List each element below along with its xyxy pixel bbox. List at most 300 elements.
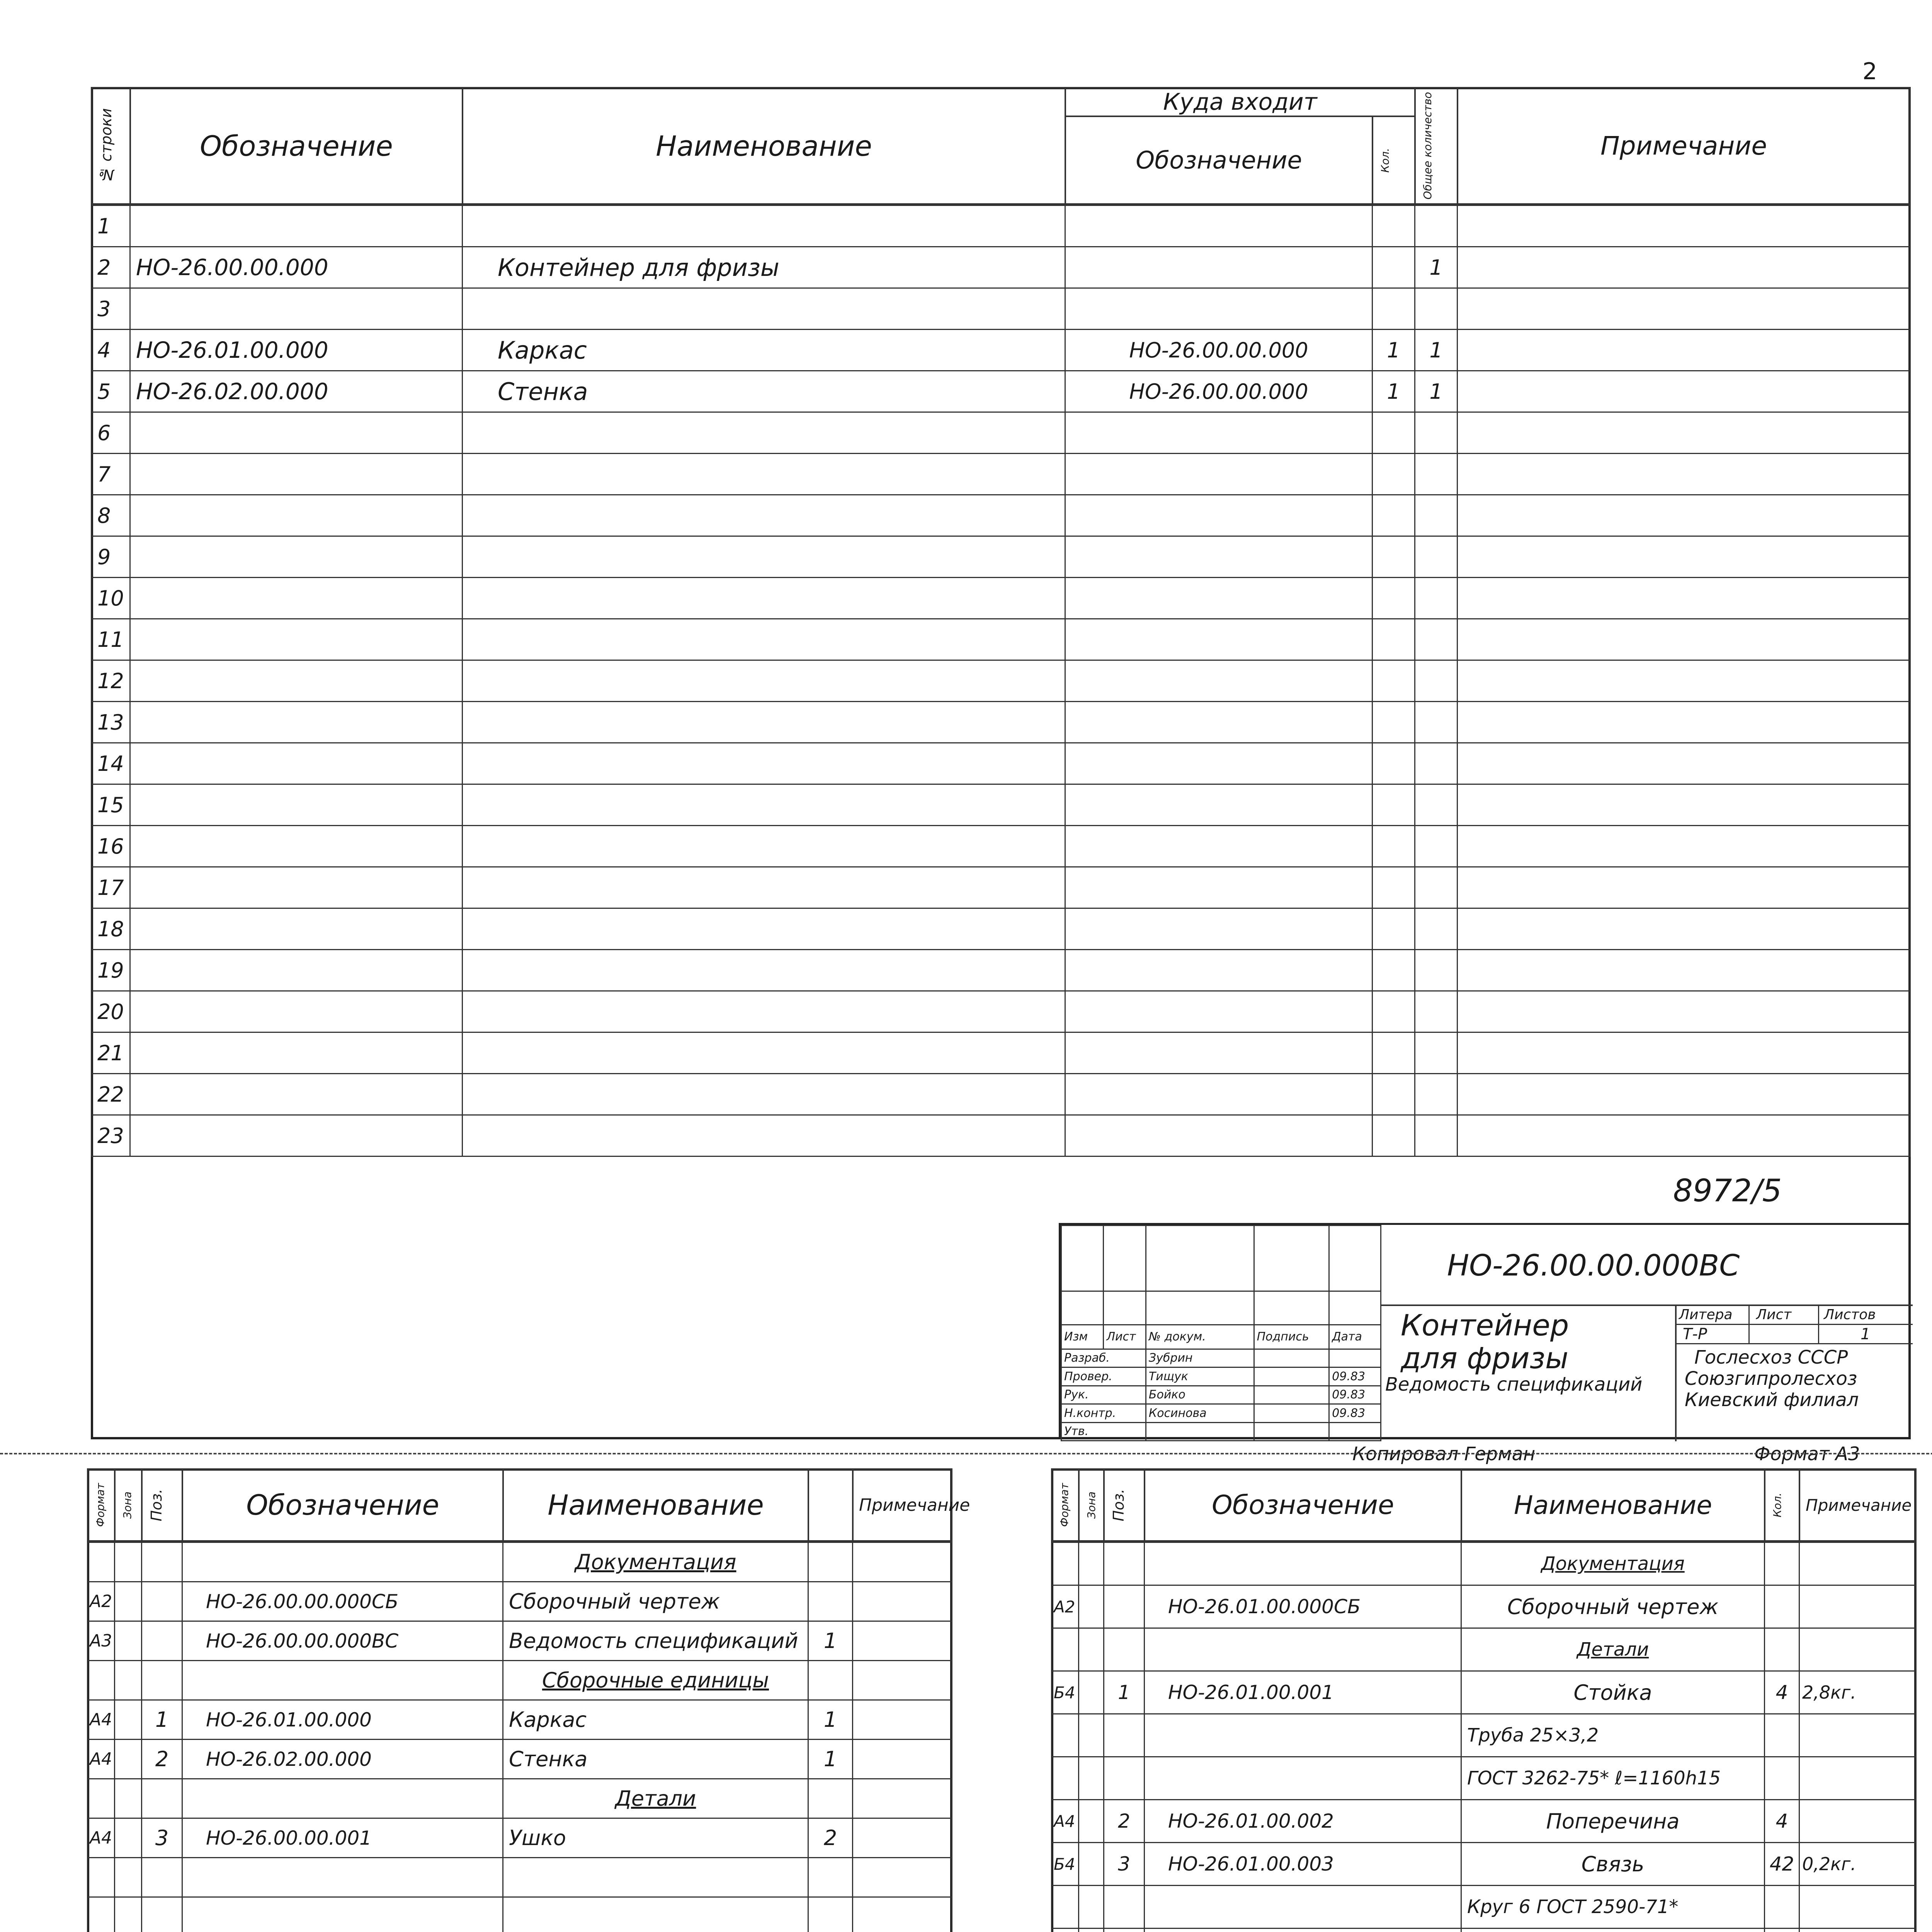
table-row <box>92 743 1910 784</box>
empty-cell <box>503 1858 808 1897</box>
row-name: Стойка <box>1461 1671 1765 1714</box>
row-total <box>1415 412 1458 454</box>
stamp-signature <box>1254 1349 1329 1367</box>
row-zone <box>115 1779 142 1818</box>
row-note <box>1458 412 1910 454</box>
row-number: 8 <box>92 495 130 536</box>
table-row <box>92 1074 1910 1115</box>
row-note <box>1458 950 1910 991</box>
top-rows-table <box>91 205 1911 1157</box>
row-designation <box>1145 1929 1461 1932</box>
row-note <box>853 1582 952 1621</box>
table-row <box>1052 1543 1916 1585</box>
empty-cell <box>853 1858 952 1897</box>
row-name: Сборочный чертеж <box>503 1582 808 1621</box>
right-header-qty: Кол. <box>1765 1469 1799 1541</box>
row-zone <box>1079 1628 1104 1671</box>
row-pos <box>1104 1543 1145 1585</box>
row-note <box>1458 619 1910 660</box>
row-qty <box>1372 867 1415 908</box>
table-row <box>1052 1843 1916 1886</box>
table-row <box>92 1032 1910 1074</box>
row-name: Круг 6 ГОСТ 2590-71* <box>1461 1886 1765 1929</box>
row-where-used <box>1065 950 1372 991</box>
row-number: 22 <box>92 1074 130 1115</box>
row-qty <box>1372 412 1415 454</box>
stamp-role: Разраб. <box>1061 1349 1146 1367</box>
table-row <box>1052 1671 1916 1714</box>
stamp-org-2: Союзгипролесхоз <box>1685 1368 1857 1389</box>
row-zone <box>1079 1714 1104 1757</box>
row-where-used <box>1065 743 1372 784</box>
row-designation <box>130 702 463 743</box>
table-row <box>92 908 1910 950</box>
top-header <box>91 87 1911 205</box>
row-note <box>853 1818 952 1858</box>
table-row <box>88 1700 952 1740</box>
table-row <box>92 330 1910 371</box>
stamp-col-date: Дата <box>1329 1325 1381 1349</box>
header-qty: Кол. <box>1372 116 1415 204</box>
row-total <box>1415 288 1458 330</box>
row-pos: 2 <box>1104 1800 1145 1843</box>
row-where-used <box>1065 206 1372 247</box>
empty-cell <box>503 1897 808 1932</box>
row-qty <box>1765 1714 1799 1757</box>
row-number: 4 <box>92 330 130 371</box>
row-note: 2,8кг. <box>1799 1671 1916 1714</box>
table-row <box>92 206 1910 247</box>
row-note <box>1799 1714 1916 1757</box>
row-name <box>463 578 1065 619</box>
row-number: 18 <box>92 908 130 950</box>
row-designation <box>130 991 463 1032</box>
row-name <box>463 536 1065 578</box>
header-designation: Обозначение <box>130 88 463 204</box>
row-total: 1 <box>1415 247 1458 288</box>
row-where-used: НО-26.00.00.000 <box>1065 371 1372 412</box>
row-name: Ведомость спецификаций <box>503 1621 808 1661</box>
empty-row <box>88 1858 952 1897</box>
row-where-used <box>1065 495 1372 536</box>
row-qty <box>1372 206 1415 247</box>
row-where-used <box>1065 247 1372 288</box>
stamp-title-2: для фризы <box>1401 1341 1569 1375</box>
row-zone <box>1079 1543 1104 1585</box>
row-note <box>1458 908 1910 950</box>
row-pos <box>142 1621 182 1661</box>
row-total <box>1415 702 1458 743</box>
row-note <box>1799 1886 1916 1929</box>
row-qty: 4 <box>1765 1671 1799 1714</box>
row-pos <box>142 1582 182 1621</box>
table-row <box>1052 1628 1916 1671</box>
row-designation <box>130 578 463 619</box>
row-designation <box>130 288 463 330</box>
empty-row <box>88 1897 952 1932</box>
row-total: 1 <box>1415 371 1458 412</box>
row-note <box>853 1661 952 1700</box>
stamp-role: Провер. <box>1061 1367 1146 1386</box>
row-qty: 1 <box>808 1621 853 1661</box>
row-qty <box>1765 1585 1799 1628</box>
row-name <box>463 1115 1065 1156</box>
row-note <box>1458 578 1910 619</box>
row-pos: 1 <box>142 1700 182 1740</box>
table-row <box>92 619 1910 660</box>
row-qty <box>1765 1757 1799 1800</box>
stamp-org-1: Гослесхоз СССР <box>1694 1347 1848 1368</box>
row-qty <box>1372 619 1415 660</box>
row-designation <box>130 784 463 826</box>
table-row <box>1052 1929 1916 1932</box>
row-pos <box>1104 1714 1145 1757</box>
row-zone <box>1079 1843 1104 1886</box>
row-where-used: НО-26.00.00.000 <box>1065 330 1372 371</box>
row-designation <box>1145 1714 1461 1757</box>
row-zone <box>115 1582 142 1621</box>
row-name: Сборочные единицы <box>503 1661 808 1700</box>
row-zone <box>1079 1757 1104 1800</box>
row-total <box>1415 950 1458 991</box>
row-number: 2 <box>92 247 130 288</box>
row-name <box>463 1032 1065 1074</box>
stamp-col-sign: Подпись <box>1254 1325 1329 1349</box>
row-where-used <box>1065 867 1372 908</box>
row-designation: НО-26.01.00.000СБ <box>1145 1585 1461 1628</box>
table-row <box>92 536 1910 578</box>
row-note <box>1458 206 1910 247</box>
row-total <box>1415 454 1458 495</box>
row-name <box>463 991 1065 1032</box>
row-note <box>1799 1757 1916 1800</box>
row-name: Детали <box>503 1779 808 1818</box>
row-where-used <box>1065 826 1372 867</box>
stamp-lit: Т-Р <box>1683 1325 1707 1343</box>
right-header-pos: Поз. <box>1104 1469 1145 1541</box>
row-note <box>1458 371 1910 412</box>
row-designation: НО-26.00.00.000СБ <box>182 1582 503 1621</box>
row-where-used <box>1065 660 1372 702</box>
row-name <box>463 702 1065 743</box>
row-number: 7 <box>92 454 130 495</box>
row-qty <box>1765 1543 1799 1585</box>
row-designation <box>130 867 463 908</box>
row-qty <box>1372 1032 1415 1074</box>
row-note <box>1799 1543 1916 1585</box>
stamp-col-list: Лист <box>1104 1325 1146 1349</box>
stamp-role-row <box>1061 1367 1381 1386</box>
stamp-col-doc: № докум. <box>1146 1325 1254 1349</box>
sheet-number: 8972/5 <box>1673 1173 1782 1209</box>
row-designation: НО-26.01.00.000 <box>182 1700 503 1740</box>
row-name <box>463 908 1065 950</box>
header-row-no: № строки <box>92 88 130 204</box>
row-qty <box>1372 247 1415 288</box>
row-zone <box>115 1700 142 1740</box>
row-format: А4 <box>1052 1800 1079 1843</box>
stamp-date: 09.83 <box>1329 1386 1381 1404</box>
row-designation: НО-26.02.00.000 <box>182 1740 503 1779</box>
row-name: Стенка <box>463 371 1065 412</box>
row-name <box>463 619 1065 660</box>
row-zone <box>1079 1671 1104 1714</box>
row-qty <box>1765 1929 1799 1932</box>
row-zone <box>1079 1585 1104 1628</box>
row-name <box>463 743 1065 784</box>
row-designation: НО-26.01.00.000 <box>130 330 463 371</box>
row-designation <box>182 1779 503 1818</box>
right-header-designation: Обозначение <box>1145 1469 1461 1541</box>
row-zone <box>115 1543 142 1582</box>
row-qty <box>808 1582 853 1621</box>
row-qty <box>808 1661 853 1700</box>
row-note <box>853 1740 952 1779</box>
row-where-used <box>1065 288 1372 330</box>
table-row <box>92 950 1910 991</box>
stamp-role-row <box>1061 1422 1381 1440</box>
row-format <box>88 1661 115 1700</box>
row-total <box>1415 578 1458 619</box>
row-note <box>1458 1074 1910 1115</box>
row-number: 19 <box>92 950 130 991</box>
row-number: 10 <box>92 578 130 619</box>
empty-cell <box>115 1897 142 1932</box>
row-pos: 1 <box>1104 1671 1145 1714</box>
table-row <box>88 1740 952 1779</box>
row-qty <box>1372 288 1415 330</box>
row-pos <box>1104 1628 1145 1671</box>
row-pos: 3 <box>142 1818 182 1858</box>
row-qty <box>1372 1074 1415 1115</box>
row-qty <box>1372 950 1415 991</box>
table-row <box>92 702 1910 743</box>
row-qty: 1 <box>808 1740 853 1779</box>
row-name <box>463 826 1065 867</box>
row-number: 16 <box>92 826 130 867</box>
row-number: 1 <box>92 206 130 247</box>
row-name: Каркас <box>463 330 1065 371</box>
row-zone <box>1079 1886 1104 1929</box>
row-total <box>1415 1115 1458 1156</box>
right-header-zone: Зона <box>1079 1469 1104 1541</box>
stamp-title-3: Ведомость спецификаций <box>1385 1374 1643 1395</box>
row-note <box>853 1779 952 1818</box>
row-pos <box>1104 1757 1145 1800</box>
row-name: Связь <box>1461 1843 1765 1886</box>
row-note <box>1458 702 1910 743</box>
row-format: Б4 <box>1052 1671 1079 1714</box>
empty-cell <box>88 1858 115 1897</box>
table-row <box>88 1661 952 1700</box>
row-total <box>1415 743 1458 784</box>
row-total <box>1415 826 1458 867</box>
row-designation <box>130 660 463 702</box>
left-header-pos: Поз. <box>142 1469 182 1541</box>
row-designation <box>130 826 463 867</box>
row-total <box>1415 206 1458 247</box>
table-row <box>1052 1800 1916 1843</box>
row-pos <box>1104 1929 1145 1932</box>
row-number: 15 <box>92 784 130 826</box>
row-format <box>1052 1714 1079 1757</box>
stamp-sheets-label: Листов <box>1824 1307 1876 1323</box>
row-pos: 2 <box>142 1740 182 1779</box>
row-designation: НО-26.00.00.001 <box>182 1818 503 1858</box>
row-name: Стенка <box>503 1740 808 1779</box>
row-designation <box>1145 1628 1461 1671</box>
row-where-used <box>1065 578 1372 619</box>
row-where-used <box>1065 908 1372 950</box>
row-note <box>1458 1032 1910 1074</box>
row-qty <box>1372 1115 1415 1156</box>
row-note: 0,2кг. <box>1799 1843 1916 1886</box>
table-row <box>92 371 1910 412</box>
table-row <box>88 1779 952 1818</box>
row-designation <box>130 536 463 578</box>
stamp-sheets: 1 <box>1861 1325 1871 1343</box>
row-qty <box>1765 1628 1799 1671</box>
row-number: 12 <box>92 660 130 702</box>
empty-cell <box>142 1858 182 1897</box>
row-number: 17 <box>92 867 130 908</box>
right-rows-table <box>1051 1542 1917 1932</box>
row-total <box>1415 867 1458 908</box>
row-designation <box>182 1661 503 1700</box>
row-name <box>463 950 1065 991</box>
stamp-sheet-label: Лист <box>1756 1307 1792 1323</box>
row-pos <box>1104 1585 1145 1628</box>
row-pos <box>1104 1886 1145 1929</box>
left-header <box>87 1468 970 1542</box>
table-row <box>92 247 1910 288</box>
empty-cell <box>142 1897 182 1932</box>
row-format: А2 <box>1052 1585 1079 1628</box>
row-designation: НО-26.01.00.003 <box>1145 1843 1461 1886</box>
row-designation <box>1145 1886 1461 1929</box>
header-total-qty: Общее количество <box>1415 88 1458 204</box>
row-zone <box>115 1621 142 1661</box>
row-format <box>88 1779 115 1818</box>
row-qty <box>1372 826 1415 867</box>
table-row <box>92 867 1910 908</box>
row-where-used <box>1065 1032 1372 1074</box>
row-number: 9 <box>92 536 130 578</box>
table-row <box>92 578 1910 619</box>
row-note <box>1458 826 1910 867</box>
row-note <box>1458 536 1910 578</box>
left-header-qty-blank <box>808 1469 853 1541</box>
row-qty <box>1372 702 1415 743</box>
row-note <box>1458 660 1910 702</box>
stamp-signature <box>1254 1404 1329 1422</box>
row-total <box>1415 991 1458 1032</box>
stamp-col-izm: Изм <box>1061 1325 1104 1349</box>
left-header-format: Формат <box>88 1469 115 1541</box>
row-name <box>463 288 1065 330</box>
row-total <box>1415 619 1458 660</box>
row-designation: НО-26.01.00.002 <box>1145 1800 1461 1843</box>
row-note <box>1458 495 1910 536</box>
row-qty <box>1372 660 1415 702</box>
left-header-name: Наименование <box>503 1469 808 1541</box>
row-total <box>1415 495 1458 536</box>
row-note <box>1458 247 1910 288</box>
stamp-person <box>1146 1422 1254 1440</box>
row-qty: 42 <box>1765 1843 1799 1886</box>
row-designation <box>130 495 463 536</box>
row-where-used <box>1065 536 1372 578</box>
row-name: Контейнер для фризы <box>463 247 1065 288</box>
row-number: 13 <box>92 702 130 743</box>
row-number: 21 <box>92 1032 130 1074</box>
row-name: Документация <box>503 1543 808 1582</box>
row-note <box>1458 288 1910 330</box>
row-zone <box>1079 1929 1104 1932</box>
row-name <box>463 495 1065 536</box>
stamp-role-row <box>1061 1349 1381 1367</box>
row-pos <box>142 1543 182 1582</box>
row-note <box>853 1700 952 1740</box>
row-total <box>1415 536 1458 578</box>
row-qty <box>1372 908 1415 950</box>
header-where-used: Куда входит <box>1065 88 1415 116</box>
row-designation <box>130 206 463 247</box>
row-format: А4 <box>88 1740 115 1779</box>
empty-cell <box>182 1897 503 1932</box>
row-number: 6 <box>92 412 130 454</box>
table-row <box>92 826 1910 867</box>
empty-cell <box>115 1858 142 1897</box>
row-qty <box>808 1543 853 1582</box>
row-where-used <box>1065 412 1372 454</box>
row-note <box>853 1543 952 1582</box>
row-name <box>463 867 1065 908</box>
row-designation: НО-26.02.00.000 <box>130 371 463 412</box>
row-name <box>463 454 1065 495</box>
row-note <box>1799 1929 1916 1932</box>
row-note <box>1799 1628 1916 1671</box>
row-name <box>463 660 1065 702</box>
stamp-date: 09.83 <box>1329 1404 1381 1422</box>
row-pos <box>142 1661 182 1700</box>
row-note <box>1458 1115 1910 1156</box>
row-qty: 2 <box>808 1818 853 1858</box>
row-total <box>1415 784 1458 826</box>
row-name: Сборочный чертеж <box>1461 1585 1765 1628</box>
row-zone <box>115 1818 142 1858</box>
row-designation <box>130 1115 463 1156</box>
table-row <box>88 1582 952 1621</box>
row-qty <box>1372 495 1415 536</box>
row-where-used <box>1065 991 1372 1032</box>
table-row <box>1052 1714 1916 1757</box>
row-format: А4 <box>88 1818 115 1858</box>
row-designation <box>130 1074 463 1115</box>
row-designation <box>130 454 463 495</box>
row-name: Документация <box>1461 1543 1765 1585</box>
table-row <box>92 784 1910 826</box>
table-row <box>92 495 1910 536</box>
table-row <box>92 660 1910 702</box>
row-number: 23 <box>92 1115 130 1156</box>
row-name: Детали <box>1461 1628 1765 1671</box>
row-where-used <box>1065 454 1372 495</box>
left-header-note: Примечание <box>853 1469 952 1541</box>
row-format: А3 <box>88 1621 115 1661</box>
row-note <box>1458 784 1910 826</box>
row-qty <box>1372 991 1415 1032</box>
